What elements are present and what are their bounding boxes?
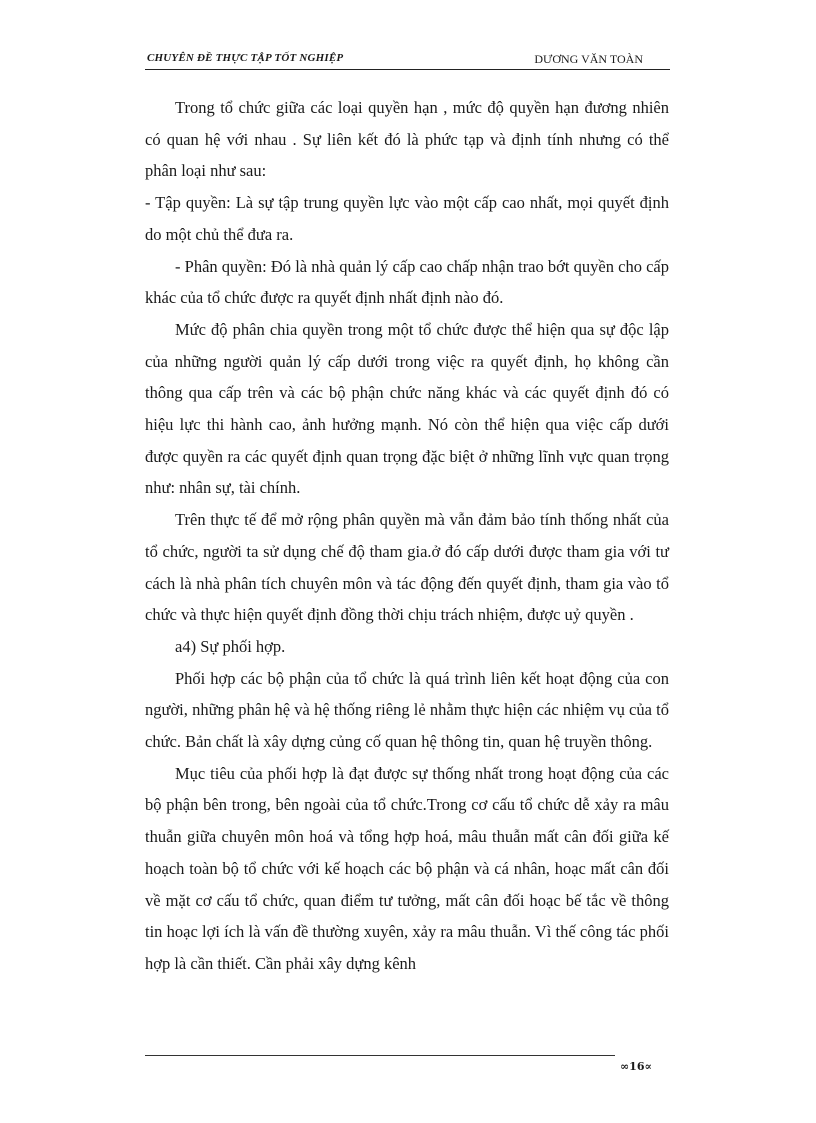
paragraph-5: Trên thực tế để mở rộng phân quyền mà vẫn đảm bảo tính thống nhất của tổ chức, người ta sử dụng chế độ tham gia.ở đó cấp dưới được tham gia với tư cách là nhà phân tích chuyên môn và tác động đến quyết định, tham gia vào tổ chức và thực hiện quyết định đồng thời chịu trách nhiệm, được uỷ quyền .	[145, 510, 669, 625]
page-number: ∞16∝	[620, 1060, 652, 1073]
paragraph-7: Phối hợp các bộ phận của tổ chức là quá trình liên kết hoạt động của con người, những phân hệ và hệ thống riêng lẻ nhằm thực hiện các nhiệm vụ của tổ chức. Bản chất là xây dựng củng cố quan hệ thông tin, quan hệ truyền thông.	[145, 668, 669, 752]
header-divider	[145, 69, 670, 70]
footer-divider	[145, 1055, 615, 1056]
paragraph-1: Trong tổ chức giữa các loại quyền hạn , mức độ quyền hạn đương nhiên có quan hệ với nhau . Sự liên kết đó là phức tạp và định tính nhưng có thể phân loại như sau:	[145, 98, 669, 181]
header-title: CHUYÊN ĐỀ THỰC TẬP TỐT NGHIỆP	[147, 52, 344, 64]
page-header	[147, 52, 655, 66]
paragraph-3: - Phân quyền: Đó là nhà quản lý cấp cao chấp nhận trao bớt quyền cho cấp khác của tổ chức được ra quyết định nhất định nào đó.	[145, 256, 669, 308]
paragraph-4: Mức độ phân chia quyền trong một tổ chức được thể hiện qua sự độc lập của những người quản lý cấp dưới trong việc ra quyết định, họ không cần thông qua cấp trên và các bộ phận chức năng khác và các quyết định đó có hiệu lực thi hành cao, ảnh hưởng mạnh. Nó còn thể hiện qua việc cấp dưới được quyền ra các quyết định quan trọng đặc biệt ở những lĩnh vực quan trọng như: nhân sự, tài chính.	[145, 319, 669, 498]
page-body	[145, 92, 669, 980]
section-heading: a4) Sự phối hợp.	[175, 636, 286, 656]
paragraph-2: - Tập quyền: Là sự tập trung quyền lực vào một cấp cao nhất, mọi quyết định do một chủ thể đưa ra.	[145, 193, 669, 244]
header-author: DƯƠNG VĂN TOÀN	[534, 52, 643, 66]
paragraph-8: Mục tiêu của phối hợp là đạt được sự thống nhất trong hoạt động của các bộ phận bên trong, bên ngoài của tổ chức.Trong cơ cấu tổ chức dễ xảy ra mâu thuẫn giữa chuyên môn hoá và tổng hợp hoá, mâu thuẫn mất cân đối giữa kế hoạch toàn bộ tổ chức với kế hoạch các bộ phận và cá nhân, hoạc mất cân đối về mặt cơ cấu tổ chức, quan điểm tư tưởng, mất cân đối hoạc bế tắc về thông tin hoạc lợi ích là vấn đề thường xuyên, xảy ra mâu thuẫn. Vì thế công tác phối hợp là cần thiết. Cần phải xây dựng kênh	[145, 763, 669, 973]
